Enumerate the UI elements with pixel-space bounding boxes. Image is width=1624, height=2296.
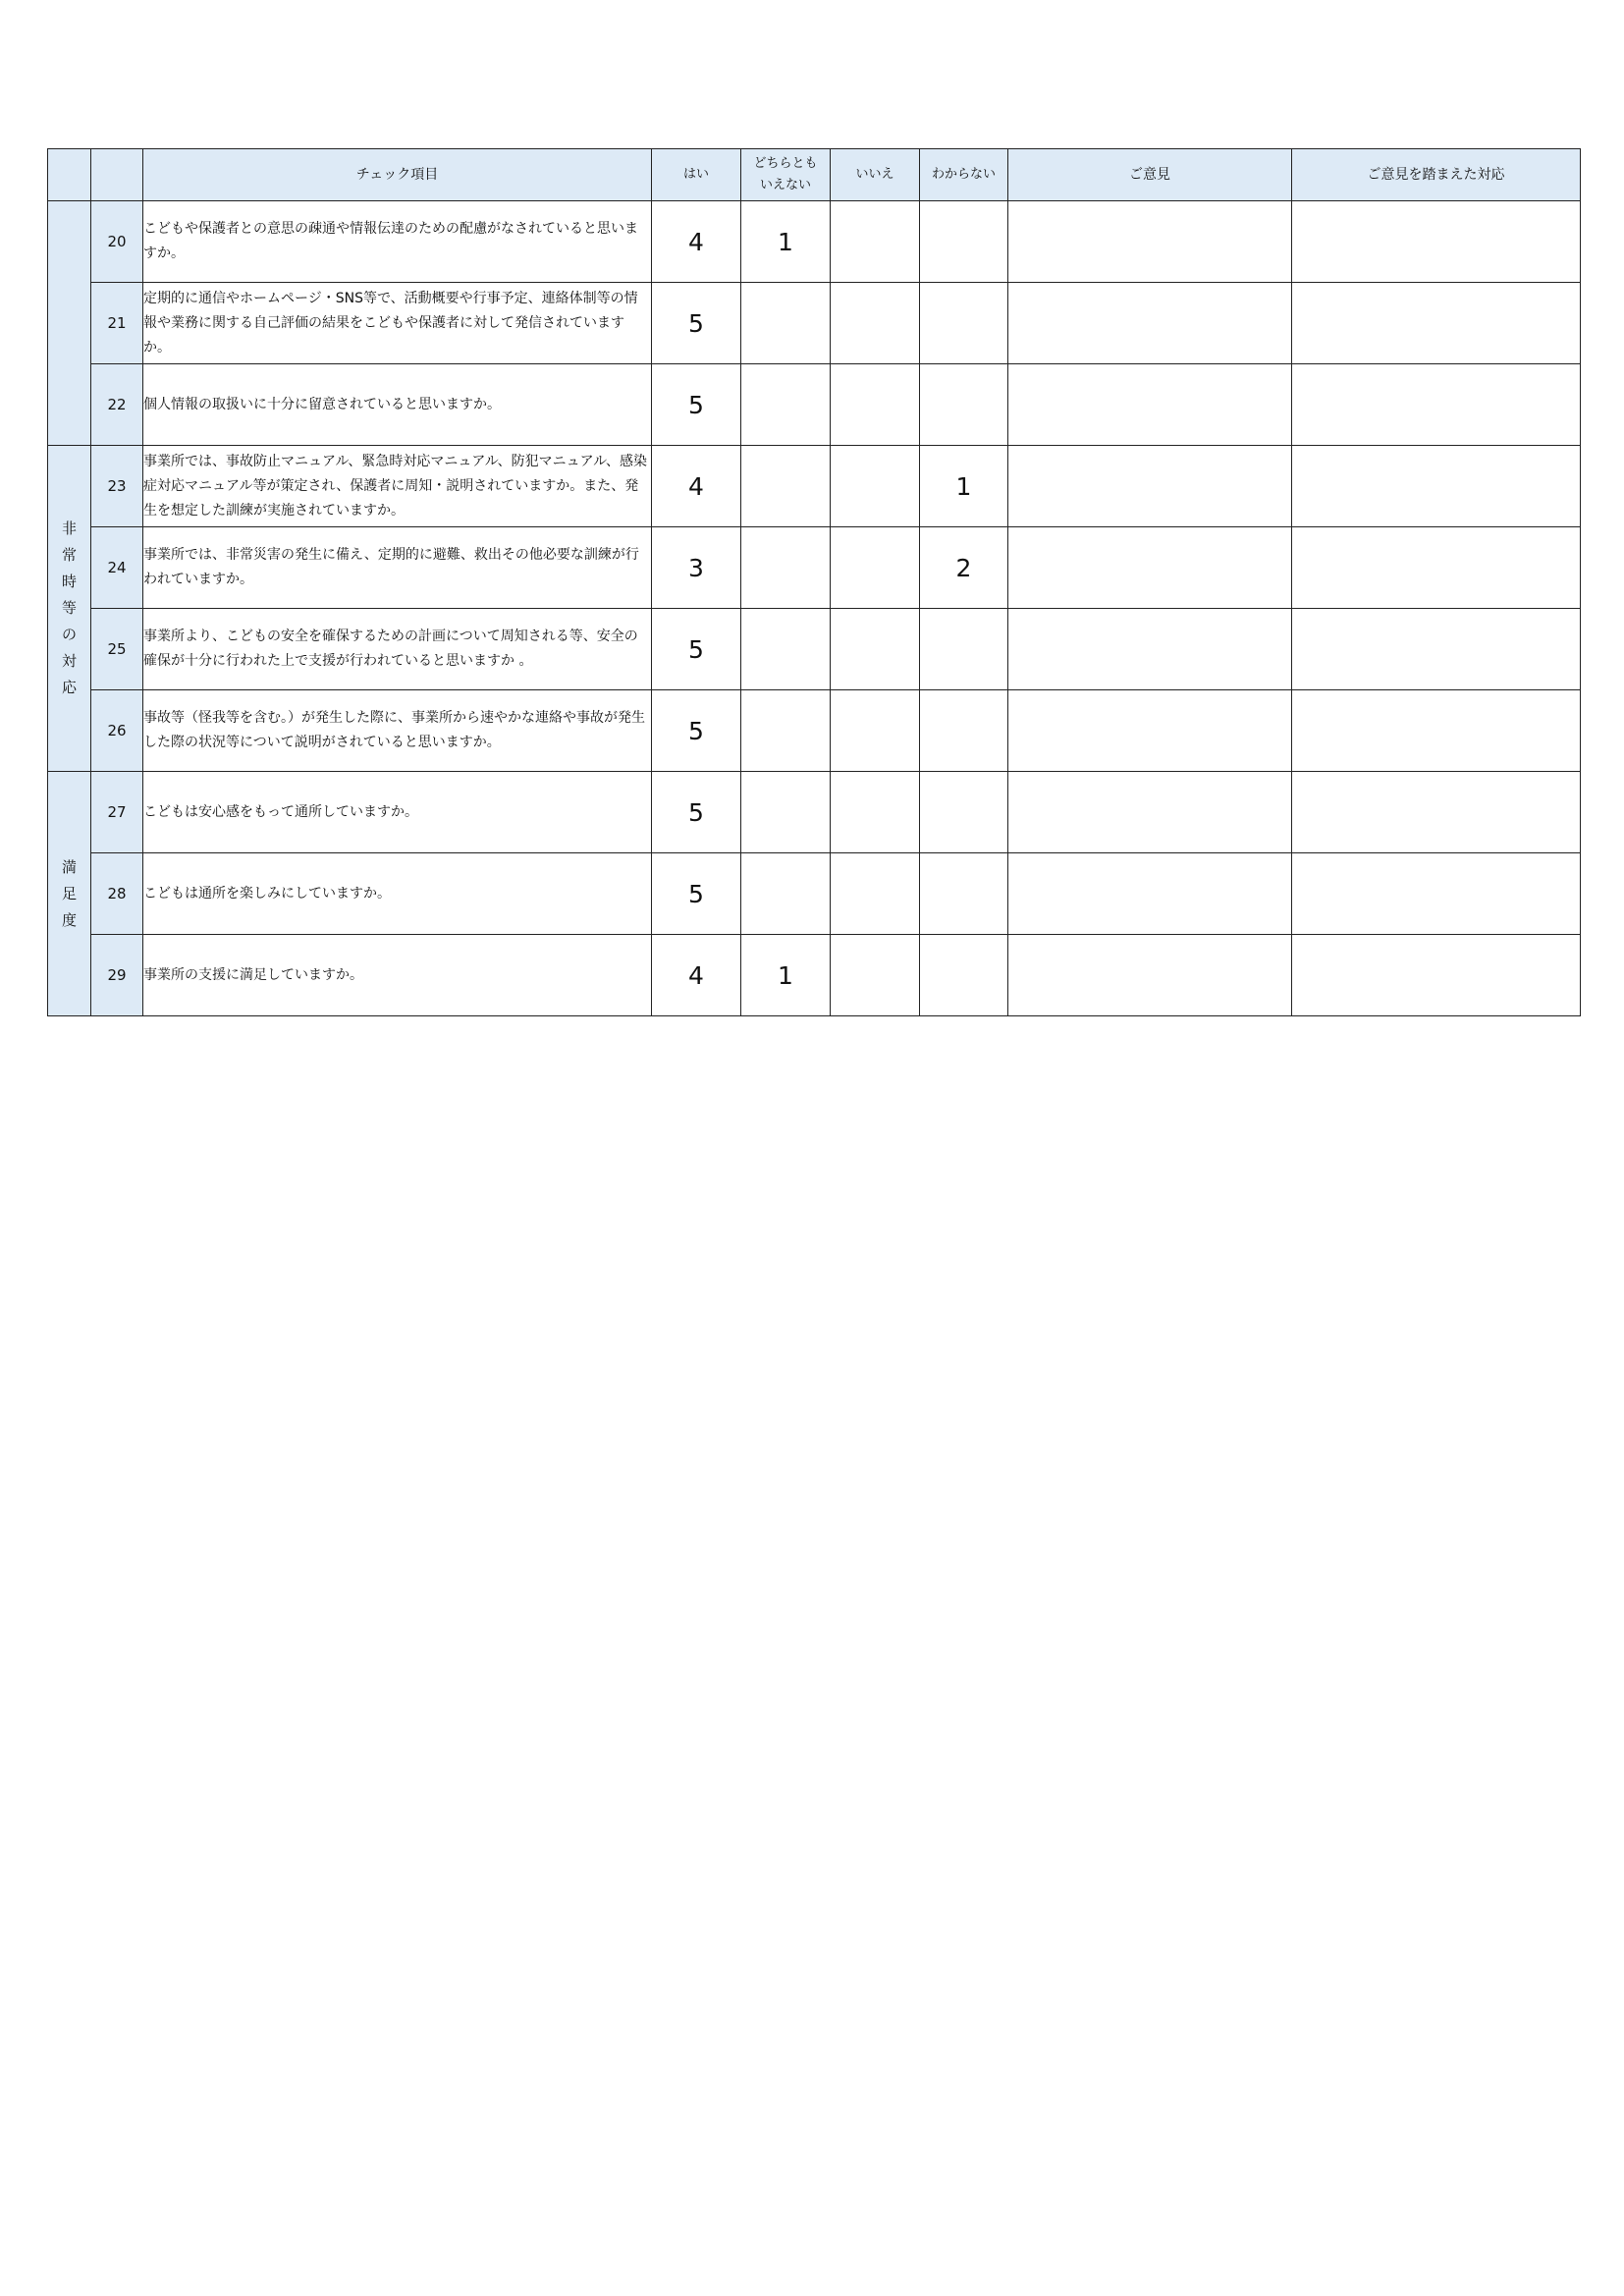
count-unknown bbox=[920, 935, 1008, 1016]
header-number-blank bbox=[91, 149, 143, 201]
row-number: 28 bbox=[91, 853, 143, 935]
count-neither bbox=[741, 364, 831, 446]
row-number: 25 bbox=[91, 609, 143, 690]
table-row bbox=[48, 935, 1581, 1016]
count-neither bbox=[741, 853, 831, 935]
count-no bbox=[831, 853, 920, 935]
count-neither: 1 bbox=[741, 935, 831, 1016]
count-no bbox=[831, 364, 920, 446]
response-cell bbox=[1292, 364, 1581, 446]
response-cell bbox=[1292, 201, 1581, 283]
category-char: 対 bbox=[61, 652, 77, 670]
category-satisfaction bbox=[48, 772, 91, 1016]
header-response: ご意見を踏まえた対応 bbox=[1292, 149, 1581, 201]
header-neither-line1: どちらとも bbox=[753, 156, 818, 171]
evaluation-table bbox=[47, 148, 1581, 1016]
category-char: 応 bbox=[61, 679, 77, 696]
count-yes: 4 bbox=[652, 201, 741, 283]
count-no bbox=[831, 201, 920, 283]
category-blank bbox=[48, 201, 91, 446]
count-neither bbox=[741, 609, 831, 690]
response-cell bbox=[1292, 446, 1581, 527]
table-row bbox=[48, 283, 1581, 364]
count-no bbox=[831, 446, 920, 527]
row-number: 23 bbox=[91, 446, 143, 527]
header-category-blank bbox=[48, 149, 91, 201]
opinion-cell bbox=[1008, 853, 1292, 935]
count-no bbox=[831, 690, 920, 772]
opinion-cell bbox=[1008, 201, 1292, 283]
row-number: 27 bbox=[91, 772, 143, 853]
count-neither bbox=[741, 772, 831, 853]
count-unknown: 1 bbox=[920, 446, 1008, 527]
count-no bbox=[831, 935, 920, 1016]
count-unknown bbox=[920, 609, 1008, 690]
category-char: 満 bbox=[61, 857, 77, 876]
header-row bbox=[48, 149, 1581, 201]
header-yes: はい bbox=[652, 149, 741, 201]
table-row bbox=[48, 201, 1581, 283]
header-opinion: ご意見 bbox=[1008, 149, 1292, 201]
table-row bbox=[48, 690, 1581, 772]
header-neither bbox=[741, 149, 831, 201]
count-yes: 5 bbox=[652, 772, 741, 853]
count-unknown bbox=[920, 201, 1008, 283]
opinion-cell bbox=[1008, 609, 1292, 690]
count-unknown bbox=[920, 853, 1008, 935]
row-question: 事業所の支援に満足していますか。 bbox=[143, 935, 652, 1016]
header-check-item: チェック項目 bbox=[143, 149, 652, 201]
count-unknown: 2 bbox=[920, 527, 1008, 609]
opinion-cell bbox=[1008, 690, 1292, 772]
response-cell bbox=[1292, 690, 1581, 772]
count-neither bbox=[741, 690, 831, 772]
opinion-cell bbox=[1008, 527, 1292, 609]
table-row bbox=[48, 609, 1581, 690]
category-char: 足 bbox=[61, 884, 77, 902]
count-no bbox=[831, 772, 920, 853]
table-row bbox=[48, 772, 1581, 853]
count-yes: 5 bbox=[652, 609, 741, 690]
row-number: 26 bbox=[91, 690, 143, 772]
count-unknown bbox=[920, 772, 1008, 853]
row-question: 事業所では、非常災害の発生に備え、定期的に避難、救出その他必要な訓練が行われていますか。 bbox=[143, 527, 652, 609]
count-neither: 1 bbox=[741, 201, 831, 283]
category-char: 度 bbox=[61, 910, 77, 929]
count-yes: 5 bbox=[652, 853, 741, 935]
response-cell bbox=[1292, 935, 1581, 1016]
row-number: 29 bbox=[91, 935, 143, 1016]
opinion-cell bbox=[1008, 772, 1292, 853]
count-neither bbox=[741, 446, 831, 527]
count-no bbox=[831, 283, 920, 364]
count-unknown bbox=[920, 690, 1008, 772]
category-char: 時 bbox=[61, 573, 77, 590]
row-question: 事業所では、事故防止マニュアル、緊急時対応マニュアル、防犯マニュアル、感染症対応マニュアル等が策定され、保護者に周知・説明されていますか。また、発生を想定した訓練が実施されていますか。 bbox=[143, 446, 652, 527]
row-number: 20 bbox=[91, 201, 143, 283]
header-neither-line2: いえない bbox=[759, 178, 811, 192]
row-question: こどもは通所を楽しみにしていますか。 bbox=[143, 853, 652, 935]
category-char: の bbox=[61, 626, 77, 643]
count-unknown bbox=[920, 364, 1008, 446]
count-yes: 4 bbox=[652, 446, 741, 527]
header-no: いいえ bbox=[831, 149, 920, 201]
opinion-cell bbox=[1008, 283, 1292, 364]
count-yes: 5 bbox=[652, 364, 741, 446]
header-unknown: わからない bbox=[920, 149, 1008, 201]
count-no bbox=[831, 527, 920, 609]
count-yes: 4 bbox=[652, 935, 741, 1016]
response-cell bbox=[1292, 853, 1581, 935]
category-emergency bbox=[48, 446, 91, 772]
count-neither bbox=[741, 283, 831, 364]
table-row bbox=[48, 364, 1581, 446]
response-cell bbox=[1292, 609, 1581, 690]
row-question: 定期的に通信やホームページ・SNS等で、活動概要や行事予定、連絡体制等の情報や業務に関する自己評価の結果をこどもや保護者に対して発信されていますか。 bbox=[143, 283, 652, 364]
row-number: 22 bbox=[91, 364, 143, 446]
opinion-cell bbox=[1008, 935, 1292, 1016]
opinion-cell bbox=[1008, 364, 1292, 446]
row-number: 21 bbox=[91, 283, 143, 364]
row-question: 事業所より、こどもの安全を確保するための計画について周知される等、安全の確保が十分に行われた上で支援が行われていると思いますか 。 bbox=[143, 609, 652, 690]
count-yes: 5 bbox=[652, 283, 741, 364]
category-char: 非 bbox=[61, 519, 77, 537]
row-question: 個人情報の取扱いに十分に留意されていると思いますか。 bbox=[143, 364, 652, 446]
table-row bbox=[48, 527, 1581, 609]
row-question: こどもや保護者との意思の疎通や情報伝達のための配慮がなされていると思いますか。 bbox=[143, 201, 652, 283]
count-yes: 5 bbox=[652, 690, 741, 772]
opinion-cell bbox=[1008, 446, 1292, 527]
count-neither bbox=[741, 527, 831, 609]
response-cell bbox=[1292, 283, 1581, 364]
row-question: こどもは安心感をもって通所していますか。 bbox=[143, 772, 652, 853]
category-char: 常 bbox=[61, 546, 77, 564]
table-row bbox=[48, 446, 1581, 527]
category-char: 等 bbox=[61, 599, 77, 617]
count-no bbox=[831, 609, 920, 690]
row-question: 事故等（怪我等を含む。）が発生した際に、事業所から速やかな連絡や事故が発生した際の状況等について説明がされていると思いますか。 bbox=[143, 690, 652, 772]
count-unknown bbox=[920, 283, 1008, 364]
response-cell bbox=[1292, 772, 1581, 853]
row-number: 24 bbox=[91, 527, 143, 609]
table-row bbox=[48, 853, 1581, 935]
count-yes: 3 bbox=[652, 527, 741, 609]
response-cell bbox=[1292, 527, 1581, 609]
